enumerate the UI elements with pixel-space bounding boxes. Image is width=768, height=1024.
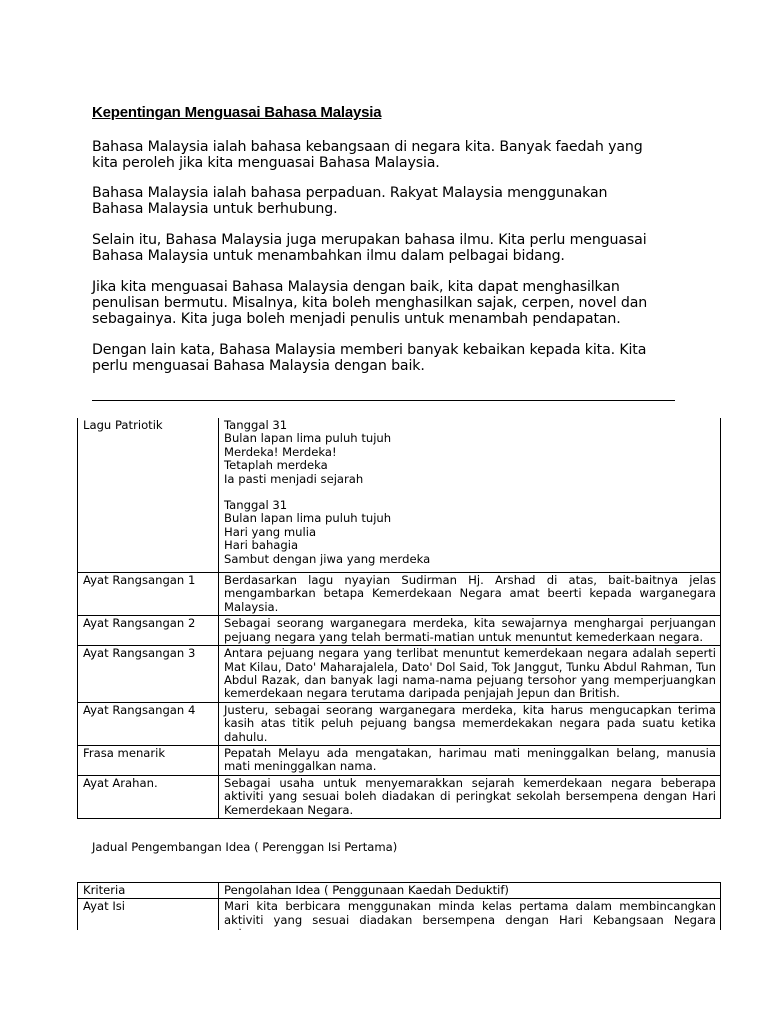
- table-row: [78, 702, 721, 745]
- paragraph-3: [92, 232, 682, 264]
- paragraph-line: Bahasa Malaysia ialah bahasa kebangsaan di negara kita. Banyak faedah yang: [92, 139, 643, 155]
- row-label: Ayat Rangsangan 2: [78, 616, 219, 646]
- row-content: Berdasarkan lagu nyayian Sudirman Hj. Arshad di atas, bait-baitnya jelas mengambarkan betapa Kemerdekaan Negara amat beerti kepada warganegara Malaysia.: [219, 573, 721, 616]
- row-label: Ayat Arahan.: [78, 775, 219, 818]
- lyric-line: Bulan lapan lima puluh tujuh: [224, 511, 392, 526]
- table-header-row: [78, 883, 721, 899]
- row-content: Justeru, sebagai seorang warganegara merdeka, kita harus mengucapkan terima kasih atas titik peluh pejuang bangsa memerdekakan negara pada suatu ketika dahulu.: [219, 702, 721, 745]
- row-label: Ayat Rangsangan 3: [78, 646, 219, 703]
- paragraph-line: sebagainya. Kita juga boleh menjadi penulis untuk menambah pendapatan.: [92, 311, 621, 327]
- lyric-line: Tetaplah merdeka: [224, 458, 328, 473]
- header-criteria: Kriteria: [78, 883, 219, 899]
- paragraph-line: Bahasa Malaysia ialah bahasa perpaduan. Rakyat Malaysia menggunakan: [92, 185, 608, 201]
- song-lyrics: [219, 418, 721, 573]
- table-caption: Jadual Pengembangan Idea ( Perenggan Isi Pertama): [92, 840, 398, 854]
- paragraph-line: kita peroleh jika kita menguasai Bahasa Malaysia.: [92, 155, 440, 171]
- table-row: [78, 418, 721, 573]
- lyric-line: Hari bahagia: [224, 538, 299, 553]
- lyric-line: Tanggal 31: [224, 498, 288, 513]
- table-row: [78, 775, 721, 818]
- paragraph-line: Bahasa Malaysia untuk menambahkan ilmu dalam pelbagai bidang.: [92, 248, 565, 264]
- paragraph-line: perlu menguasai Bahasa Malaysia dengan baik.: [92, 358, 425, 374]
- document-title: Kepentingan Menguasai Bahasa Malaysia: [92, 104, 382, 121]
- paragraph-line: Selain itu, Bahasa Malaysia juga merupakan bahasa ilmu. Kita perlu menguasai: [92, 232, 647, 248]
- paragraph-line: Dengan lain kata, Bahasa Malaysia memberi banyak kebaikan kepada kita. Kita: [92, 342, 647, 358]
- lyric-line: Ia pasti menjadi sejarah: [224, 471, 364, 486]
- paragraph-line: Bahasa Malaysia untuk berhubung.: [92, 201, 338, 217]
- row-content: Pepatah Melayu ada mengatakan, harimau mati meninggalkan belang, manusia mati meninggalkan nama.: [219, 745, 721, 775]
- lyric-line: Hari yang mulia: [224, 524, 317, 539]
- lyric-line: Bulan lapan lima puluh tujuh: [224, 431, 392, 446]
- paragraph-2: [92, 185, 682, 217]
- paragraph-5: [92, 342, 682, 374]
- paragraph-4: [92, 279, 682, 327]
- table-row: [78, 616, 721, 646]
- stanza-gap: [224, 486, 716, 499]
- paragraph-line: penulisan bermutu. Misalnya, kita boleh menghasilkan sajak, cerpen, novel dan: [92, 295, 648, 311]
- paragraph-line: Jika kita menguasai Bahasa Malaysia dengan baik, kita dapat menghasilkan: [92, 279, 620, 295]
- row-label: Ayat Isi: [78, 899, 219, 942]
- row-label: Frasa menarik: [78, 745, 219, 775]
- lyric-line: Sambut dengan jiwa yang merdeka: [224, 551, 431, 566]
- table-row: [78, 573, 721, 616]
- page-cutoff: [76, 930, 726, 950]
- row-content: Sebagai usaha untuk menyemarakkan sejarah kemerdekaan negara beberapa aktiviti yang sesuai boleh diadakan di peringkat sekolah bersempena dengan Hari Kemerdekaan Negara.: [219, 775, 721, 818]
- row-content: Antara pejuang negara yang terlibat menuntut kemerdekaan negara adalah seperti Mat Kilau, Dato' Maharajalela, Dato' Dol Said, Tok Janggut, Tunku Abdul Rahman, Tun Abdul Razak, dan banyak lagi nama-nama pejuang tersohor yang memperjuangkan kemerdekaan negara terutama daripada penjajah Jepun dan British.: [219, 646, 721, 703]
- row-label: Lagu Patriotik: [78, 418, 219, 573]
- row-label: Ayat Rangsangan 4: [78, 702, 219, 745]
- lyric-line: Merdeka! Merdeka!: [224, 444, 337, 459]
- paragraph-1: [92, 139, 682, 171]
- lyric-line: Tanggal 31: [224, 418, 288, 432]
- table-row: [78, 745, 721, 775]
- header-processing: Pengolahan Idea ( Penggunaan Kaedah Deduktif): [219, 883, 721, 899]
- row-label: Ayat Rangsangan 1: [78, 573, 219, 616]
- table-row: [78, 646, 721, 703]
- row-content: Mari kita berbicara menggunakan minda kelas pertama dalam membincangkan aktiviti yang sesuai diadakan bersempena dengan Hari Kebangsaan Negara: [219, 899, 721, 942]
- separator-line: [92, 400, 675, 401]
- row-content: Sebagai seorang warganegara merdeka, kita sewajarnya menghargai perjuangan pejuang negara yang telah bermati-matian untuk menuntut kemederkaan negara.: [219, 616, 721, 646]
- ideas-table: [77, 418, 721, 819]
